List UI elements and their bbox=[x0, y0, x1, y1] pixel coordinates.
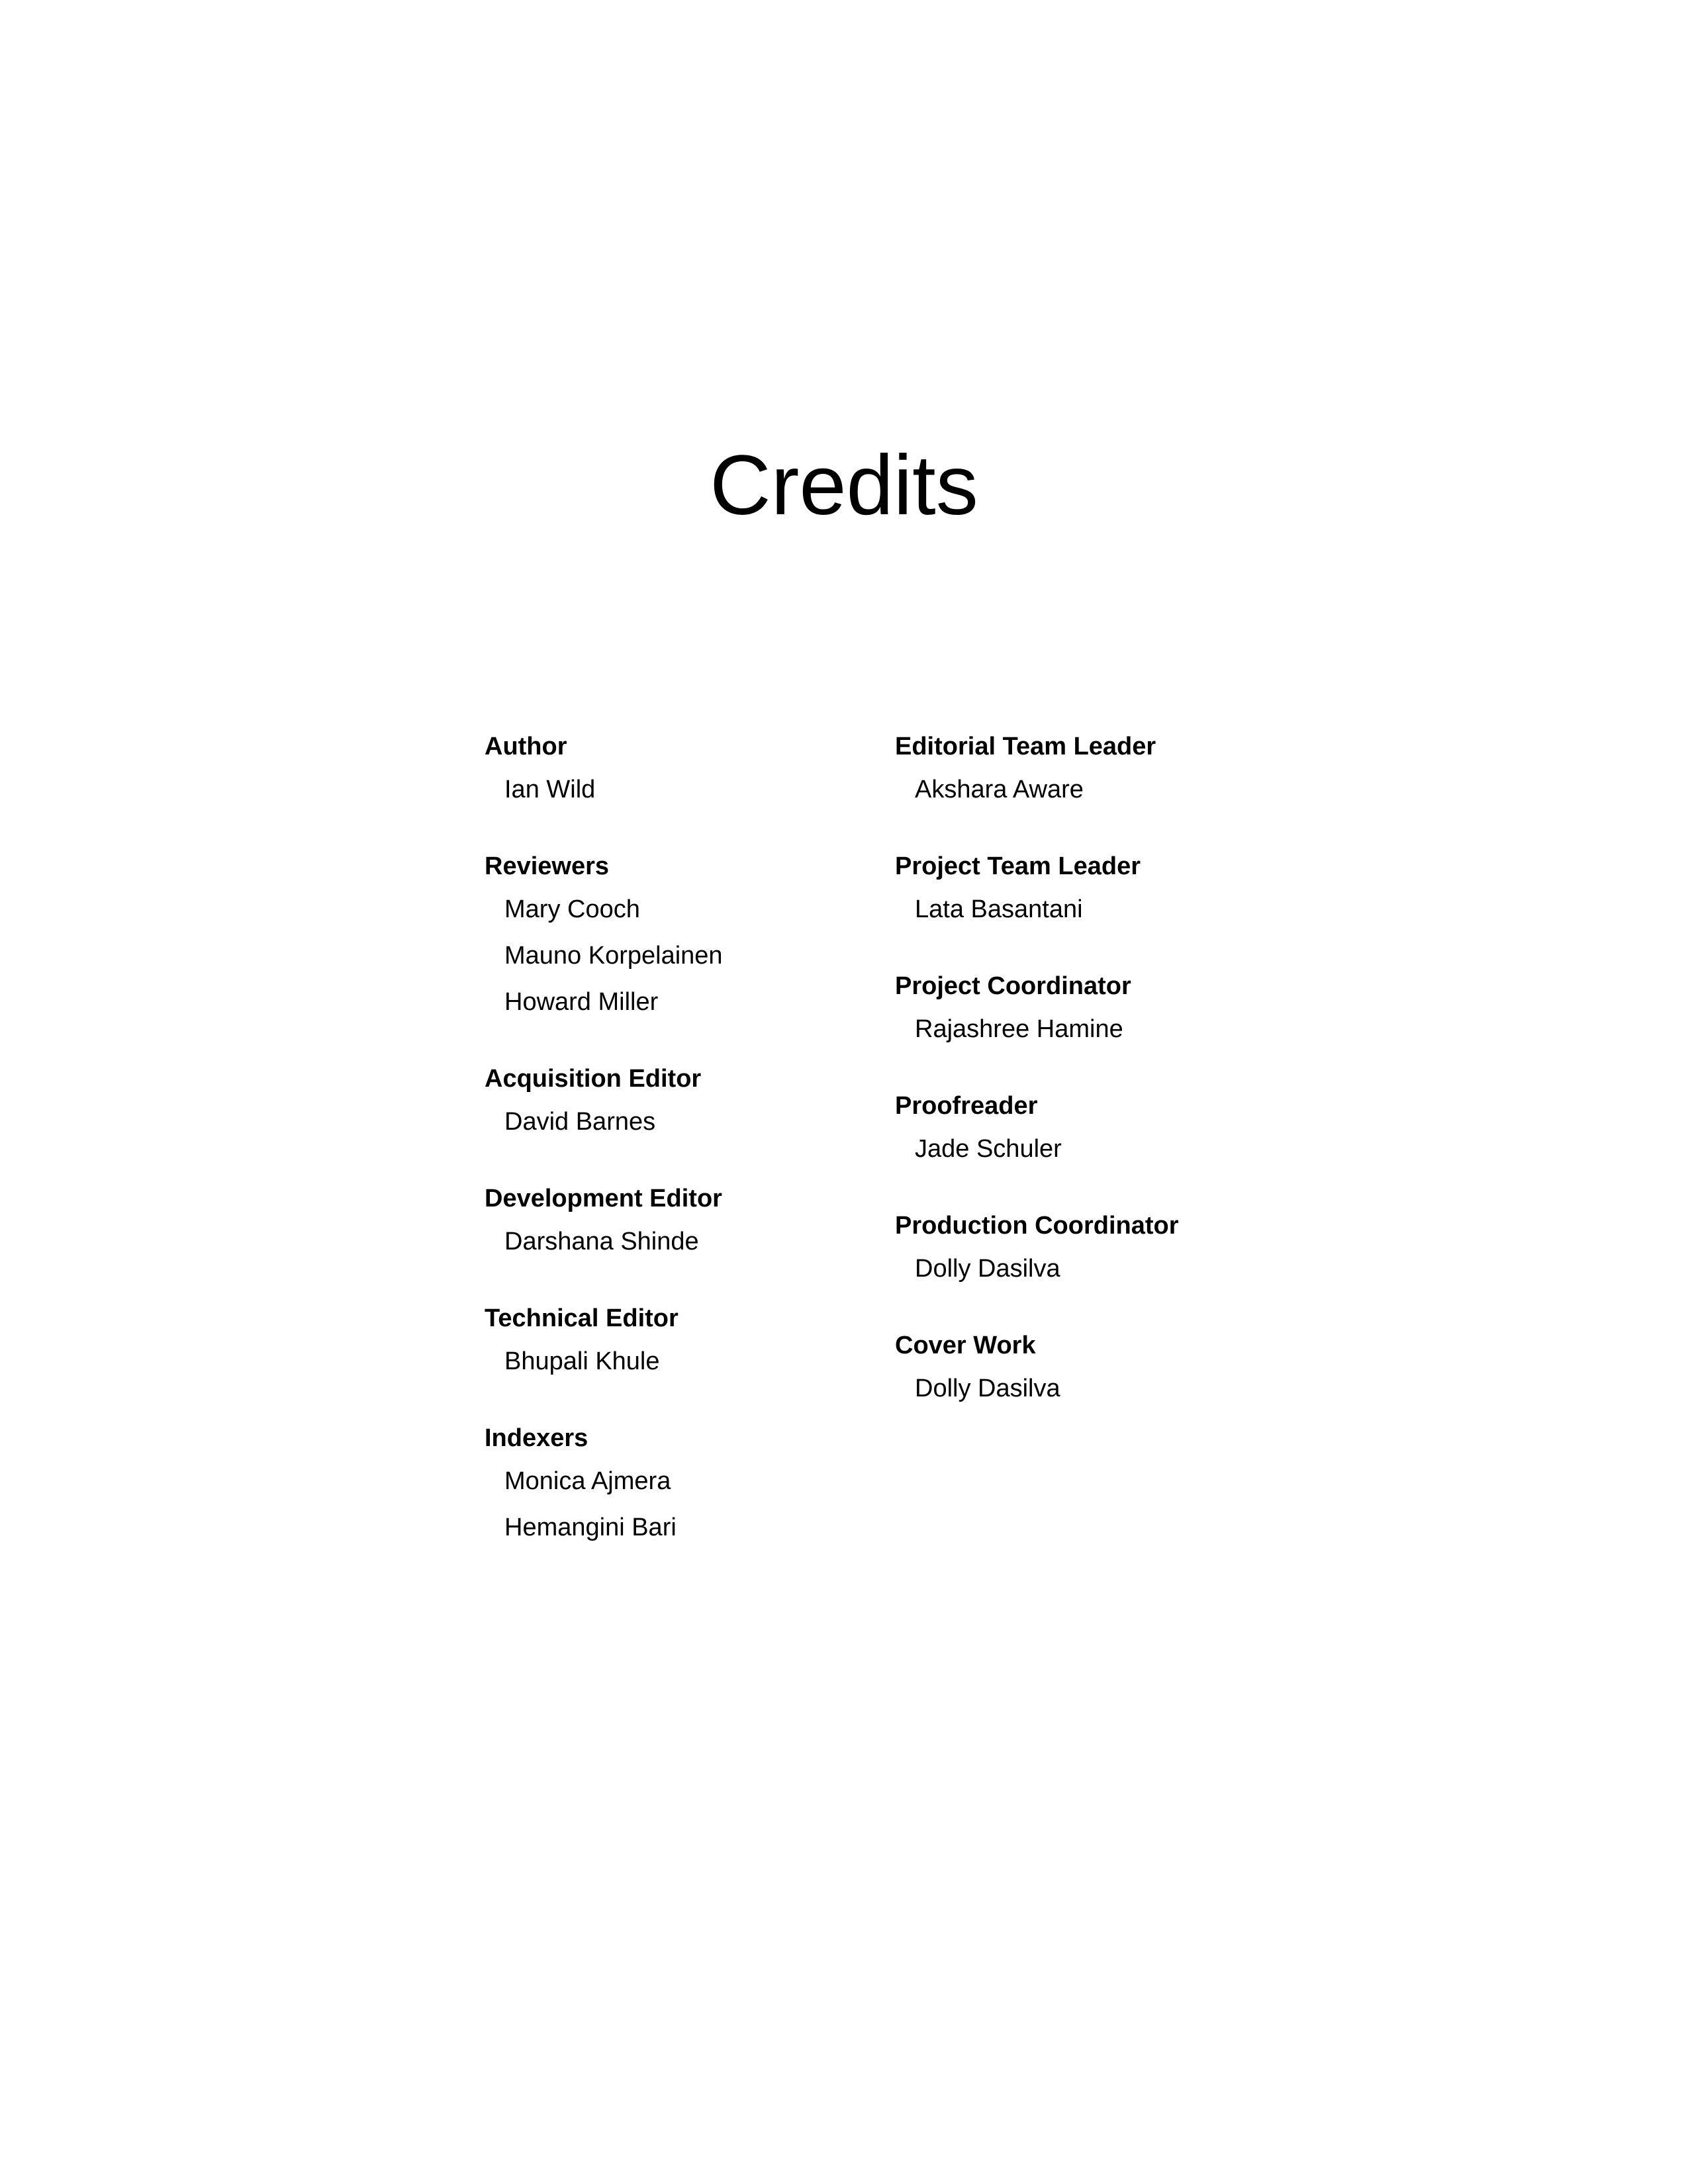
credit-group-technical-editor bbox=[485, 1298, 723, 1385]
credit-name: Howard Miller bbox=[504, 988, 659, 1016]
credit-group-cover-work bbox=[895, 1326, 1179, 1412]
credit-name: Hemangini Bari bbox=[504, 1514, 677, 1541]
credit-role: Proofreader bbox=[895, 1092, 1038, 1120]
credit-name: Dolly Dasilva bbox=[915, 1255, 1060, 1283]
credit-name: Rajashree Hamine bbox=[915, 1015, 1123, 1043]
credit-name: Lata Basantani bbox=[915, 895, 1083, 923]
credit-name: Monica Ajmera bbox=[504, 1467, 671, 1495]
credit-name: Dolly Dasilva bbox=[915, 1375, 1060, 1402]
credit-group-author bbox=[485, 727, 723, 813]
credits-right-column bbox=[895, 727, 1179, 1445]
credit-group-editorial-team-leader bbox=[895, 727, 1179, 813]
credit-group-production-coordinator bbox=[895, 1206, 1179, 1292]
credit-role: Technical Editor bbox=[485, 1304, 679, 1332]
credit-group-reviewers bbox=[485, 846, 723, 1025]
credit-group-development-editor bbox=[485, 1179, 723, 1265]
credit-role: Cover Work bbox=[895, 1332, 1036, 1359]
credit-name: Akshara Aware bbox=[915, 776, 1084, 803]
credit-group-proofreader bbox=[895, 1086, 1179, 1172]
credit-role: Editorial Team Leader bbox=[895, 733, 1156, 760]
credit-group-indexers bbox=[485, 1418, 723, 1551]
credit-role: Project Team Leader bbox=[895, 852, 1141, 880]
credit-role: Author bbox=[485, 733, 567, 760]
credits-left-column bbox=[485, 727, 723, 1584]
credit-name: Bhupali Khule bbox=[504, 1347, 660, 1375]
credit-name: Mary Cooch bbox=[504, 895, 640, 923]
page-title: Credits bbox=[710, 438, 978, 533]
credit-role: Development Editor bbox=[485, 1185, 722, 1212]
credit-role: Production Coordinator bbox=[895, 1212, 1179, 1240]
credit-role: Project Coordinator bbox=[895, 972, 1131, 1000]
credit-role: Indexers bbox=[485, 1424, 588, 1452]
credit-group-acquisition-editor bbox=[485, 1059, 723, 1145]
credit-role: Reviewers bbox=[485, 852, 610, 880]
credit-name: David Barnes bbox=[504, 1108, 656, 1136]
credit-group-project-team-leader bbox=[895, 846, 1179, 933]
credit-name: Mauno Korpelainen bbox=[504, 942, 723, 970]
credit-role: Acquisition Editor bbox=[485, 1065, 702, 1093]
credit-group-project-coordinator bbox=[895, 966, 1179, 1052]
credit-name: Jade Schuler bbox=[915, 1135, 1062, 1163]
credit-name: Darshana Shinde bbox=[504, 1228, 699, 1255]
credit-name: Ian Wild bbox=[504, 776, 596, 803]
